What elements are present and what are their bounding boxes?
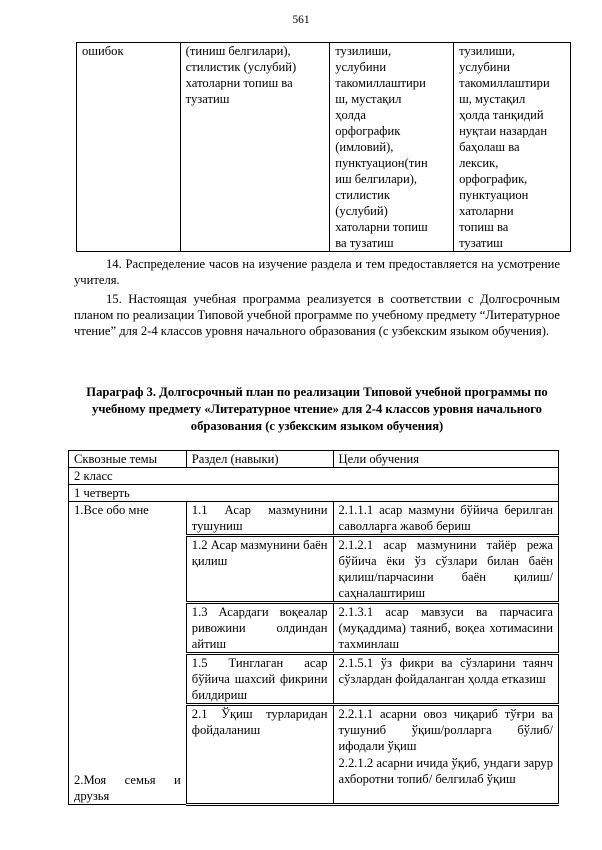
continued-table bbox=[76, 42, 571, 252]
cell-line: (тиниш белгилари), bbox=[185, 44, 291, 58]
class-row bbox=[69, 468, 559, 485]
cell-line: лексик, bbox=[459, 156, 499, 170]
cell-line: иш белгилари), bbox=[335, 172, 418, 186]
section-heading: Параграф 3. Долгосрочный план по реализации Типовой учебной программы по учебному предмету «Литературное чтение» для 2-4 классов уровня начального образования (с узбекским языком обучения) bbox=[86, 385, 548, 433]
cell-line: ш, мустақил bbox=[335, 92, 402, 106]
quarter-row bbox=[69, 485, 559, 502]
cell-line: (имловий), bbox=[335, 140, 394, 154]
table-header-row bbox=[69, 451, 559, 468]
page-number: 561 bbox=[292, 14, 310, 26]
cell-line: такомиллаштири bbox=[335, 76, 426, 90]
section-cell: 1.5 Тинглаган асар бўйича шахсий фикрини билдириш bbox=[186, 654, 333, 705]
long-term-plan-table bbox=[68, 450, 559, 806]
cell-line: орфографик, bbox=[459, 172, 528, 186]
cell-line: ва тузатиш bbox=[335, 236, 394, 250]
theme-cell bbox=[69, 502, 187, 805]
cell-line: топиш ва bbox=[459, 220, 509, 234]
cell-line: такомиллаштири bbox=[459, 76, 550, 90]
header-cell: Сквозные темы bbox=[69, 451, 187, 468]
cell-line: стилистик (услубий) bbox=[185, 60, 297, 74]
cell-line: хатоларни bbox=[459, 204, 514, 218]
theme-2: 2.Моя семья и друзья bbox=[74, 773, 181, 803]
cell-line: баҳолаш ва bbox=[459, 140, 520, 154]
table-row bbox=[77, 43, 571, 252]
quarter-cell: 1 четверть bbox=[69, 485, 559, 502]
cell-line: пунктуацион bbox=[459, 188, 529, 202]
cell-line: орфографик bbox=[335, 124, 401, 138]
table-cell bbox=[180, 43, 330, 252]
goal-cell: 2.1.5.1 ўз фикри ва сўзларини таянч сўзлардан фойдаланган ҳолда етказиш bbox=[333, 654, 559, 705]
goal-cell: 2.1.3.1 асар мавзуси ва парчасига (муқаддима) таяниб, воқеа хотимасини тахминлаш bbox=[333, 603, 559, 654]
cell-line: тузилиши, bbox=[335, 44, 392, 58]
table-cell bbox=[454, 43, 571, 252]
section-cell: 1.2 Асар мазмунини баён қилиш bbox=[186, 536, 333, 603]
goal-cell: 2.1.2.1 асар мазмунини тайёр режа бўйича ёки ўз сўзлари билан баён қилиш/парчасини баён қилиш/ саҳналаштириш bbox=[333, 536, 559, 603]
table-row bbox=[69, 502, 559, 536]
cell-line: ҳолда танқидий bbox=[459, 108, 544, 122]
cell-line: тузатиш bbox=[459, 236, 503, 250]
table-cell bbox=[77, 43, 181, 252]
header-cell: Раздел (навыки) bbox=[186, 451, 333, 468]
cell-line: хатоларни топиш ва bbox=[185, 76, 293, 90]
cell-line: ш, мустақил bbox=[459, 92, 526, 106]
header-cell: Цели обучения bbox=[333, 451, 559, 468]
section-cell: 1.3 Асардаги воқеалар ривожини олдиндан айтиш bbox=[186, 603, 333, 654]
cell-line: услубини bbox=[459, 60, 510, 74]
cell-line: хатоларни топиш bbox=[335, 220, 428, 234]
cell-line: услубини bbox=[335, 60, 387, 74]
goal-cell: 2.2.1.2 асарни ичида ўқиб, ундаги зарур ахборотни топиб/ белгилаб ўқиш bbox=[333, 755, 559, 805]
section-cell: 2.1 Ўқиш турларидан фойдаланиш bbox=[186, 705, 333, 805]
cell-line: ҳолда bbox=[335, 108, 366, 122]
class-cell: 2 класс bbox=[69, 468, 559, 485]
cell-line: тузатиш bbox=[185, 92, 230, 106]
paragraph-14: 14. Распределение часов на изучение раздела и тем предоставляется на усмотрение учителя. bbox=[74, 257, 560, 287]
goal-cell: 2.1.1.1 асар мазмуни бўйича берилган саволларга жавоб бериш bbox=[333, 502, 559, 536]
table-cell bbox=[330, 43, 454, 252]
goal-cell: 2.2.1.1 асарни овоз чиқариб тўғри ва тушуниб ўқиш/ролларга бўлиб/ ифодали ўқиш bbox=[333, 705, 559, 755]
cell-line: стилистик bbox=[335, 188, 391, 202]
cell-line: тузилиши, bbox=[459, 44, 516, 58]
cell-line: ошибок bbox=[82, 44, 124, 58]
section-cell: 1.1 Асар мазмунини тушуниш bbox=[186, 502, 333, 536]
theme-1: 1.Все обо мне bbox=[74, 503, 149, 517]
cell-line: (услубий) bbox=[335, 204, 388, 218]
paragraph-15: 15. Настоящая учебная программа реализуется в соответствии с Долгосрочным планом по реализации Типовой учебной программе по учебному предмету “Литературное чтение” для 2-4 классов уровня начального образования (с узбекским языком обучения). bbox=[74, 292, 560, 338]
cell-line: пунктуацион(тин bbox=[335, 156, 428, 170]
cell-line: нуқтаи назардан bbox=[459, 124, 548, 138]
